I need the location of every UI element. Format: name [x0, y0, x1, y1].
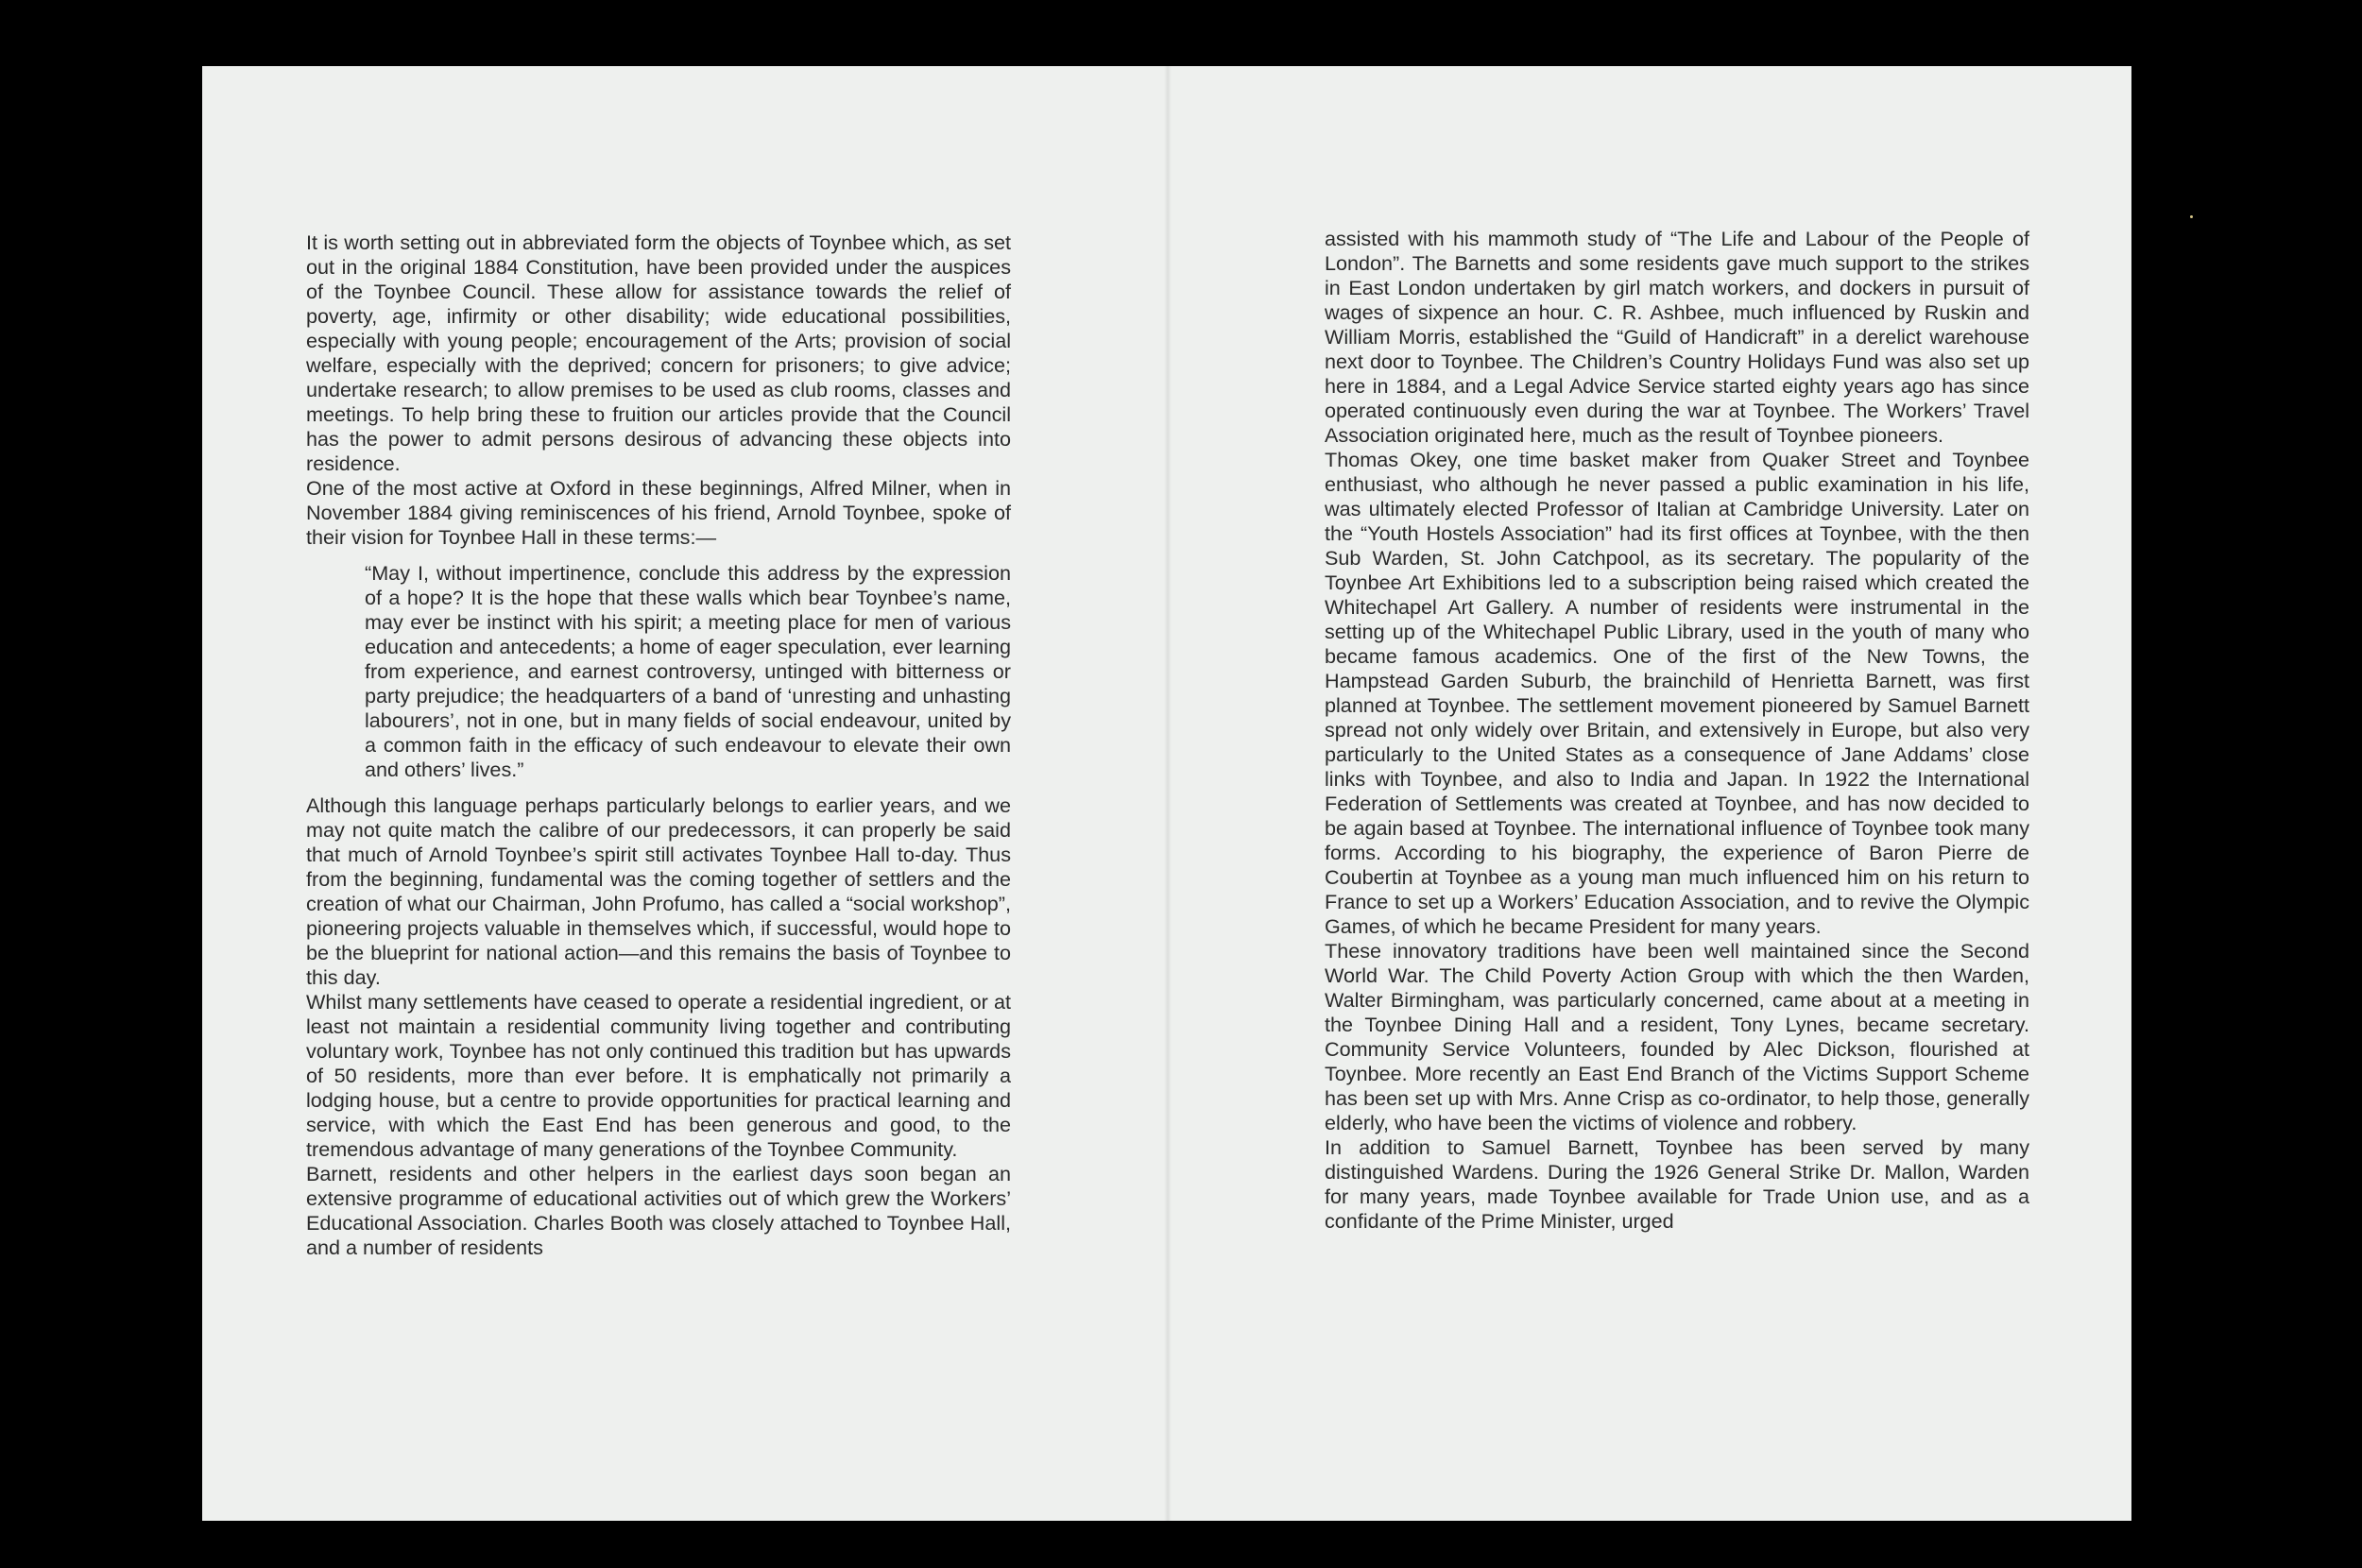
block-quote: “May I, without impertinence, conclude this address by the expression of a hope? It is the hope that these walls which bear Toynbee’s name, may ever be instinct with his spirit; a meeting place for men of various education and antecedents; a home of eager speculation, ever learning from experience, and earnest controversy, untinged with bitterness or party prejudice; the headquarters of a band of ‘unresting and unhasting labourers’, not in one, but in many fields of social endeavour, united by a common faith in the efficacy of such endeavour to elevate their own and others’ lives.”: [365, 561, 1011, 781]
paragraph-wardens: In addition to Samuel Barnett, Toynbee has been served by many distinguished Wardens. During the 1926 General Strike Dr. Mallon, Warden for many years, made Toynbee available for Trade Union use, and as a confidante of the Prime Minister, urged: [1325, 1135, 2029, 1233]
paragraph-education: Barnett, residents and other helpers in the earliest days soon began an extensive programme of educational activities out of which grew the Workers’ Educational Association. Charles Booth was closely attached to Toynbee Hall, and a number of residents: [306, 1162, 1011, 1259]
paragraph-okey: Thomas Okey, one time basket maker from Quaker Street and Toynbee enthusiast, who although he never passed a public examination in his life, was ultimately elected Professor of Italian at Cambridge University. Later on the “Youth Hostels Association” had its first offices at Toynbee, with the then Sub Warden, St. John Catchpool, as its secretary. The popularity of the Toynbee Art Exhibitions led to a subscription being raised which created the Whitechapel Art Gallery. A number of residents were instrumental in the setting up of the Whitechapel Public Library, used in the youth of many who became famous academics. One of the first of the New Towns, the Hampstead Garden Suburb, the brainchild of Henrietta Barnett, was first planned at Toynbee. The settlement movement pioneered by Samuel Barnett spread not only widely over Britain, and extensively in Europe, but also very particularly to the United States as a consequence of Jane Addams’ close links with Toynbee, and also to India and Japan. In 1922 the International Federation of Settlements was created at Toynbee, and has now decided to be again based at Toynbee. The international influence of Toynbee took many forms. According to his biography, the experience of Baron Pierre de Coubertin at Toynbee as a young man much influenced him on his return to France to set up a Workers’ Education Association, and to revive the Olympic Games, of which he became President for many years.: [1325, 448, 2029, 938]
page-fold: [1164, 66, 1172, 1521]
paragraph-settlements: Whilst many settlements have ceased to operate a residential ingredient, or at least not maintain a residential community living together and contributing voluntary work, Toynbee has not only continued this tradition but has upwards of 50 residents, more than ever before. It is emphatically not primarily a lodging house, but a centre to provide opportunities for practical learning and service, with which the East End has been generous and good, to the tremendous advantage of many generations of the Toynbee Community.: [306, 990, 1011, 1161]
dust-speck: [2190, 215, 2193, 218]
paragraph-traditions: These innovatory traditions have been well maintained since the Second World War. The Child Poverty Action Group with which the then Warden, Walter Birmingham, was particularly concerned, came about at a meeting in the Toynbee Dining Hall and a resident, Tony Lynes, became secretary. Community Service Volunteers, founded by Alec Dickson, flourished at Toynbee. More recently an East End Branch of the Victims Support Scheme has been set up with Mrs. Anne Crisp as co-ordinator, to help those, generally elderly, who have been the victims of violence and robbery.: [1325, 939, 2029, 1134]
paragraph-spirit: Although this language perhaps particularly belongs to earlier years, and we may not quite match the calibre of our predecessors, it can properly be said that much of Arnold Toynbee’s spirit still activates Toynbee Hall to-day. Thus from the beginning, fundamental was the coming together of settlers and the creation of what our Chairman, John Profumo, has called a “social workshop”, pioneering projects valuable in themselves which, if successful, would hope to be the blueprint for national action—and this remains the basis of Toynbee to this day.: [306, 793, 1011, 989]
paragraph-milner: One of the most active at Oxford in these beginnings, Alfred Milner, when in November 1884 giving reminiscences of his friend, Arnold Toynbee, spoke of their vision for Toynbee Hall in these terms:—: [306, 476, 1011, 549]
paragraph-objects: It is worth setting out in abbreviated form the objects of Toynbee which, as set out in the original 1884 Constitution, have been provided under the auspices of the Toynbee Council. These allow for assistance towards the relief of poverty, age, infirmity or other disability; wide educational possibilities, especially with young people; encouragement of the Arts; provision of social welfare, especially with the deprived; concern for prisoners; to give advice; undertake research; to allow premises to be used as club rooms, classes and meetings. To help bring these to fruition our articles provide that the Council has the power to admit persons desirous of advancing these objects into residence.: [306, 230, 1011, 475]
right-page-column: [1325, 227, 2029, 1234]
booklet-spread: [202, 66, 2131, 1521]
left-page-column: [306, 230, 1011, 1260]
paragraph-booth-study: assisted with his mammoth study of “The Life and Labour of the People of London”. The Barnetts and some residents gave much support to the strikes in East London undertaken by girl match workers, and dockers in pursuit of wages of sixpence an hour. C. R. Ashbee, much influenced by Ruskin and William Morris, established the “Guild of Handicraft” in a derelict warehouse next door to Toynbee. The Children’s Country Holidays Fund was also set up here in 1884, and a Legal Advice Service started eighty years ago has since operated continuously even during the war at Toynbee. The Workers’ Travel Association originated here, much as the result of Toynbee pioneers.: [1325, 227, 2029, 447]
